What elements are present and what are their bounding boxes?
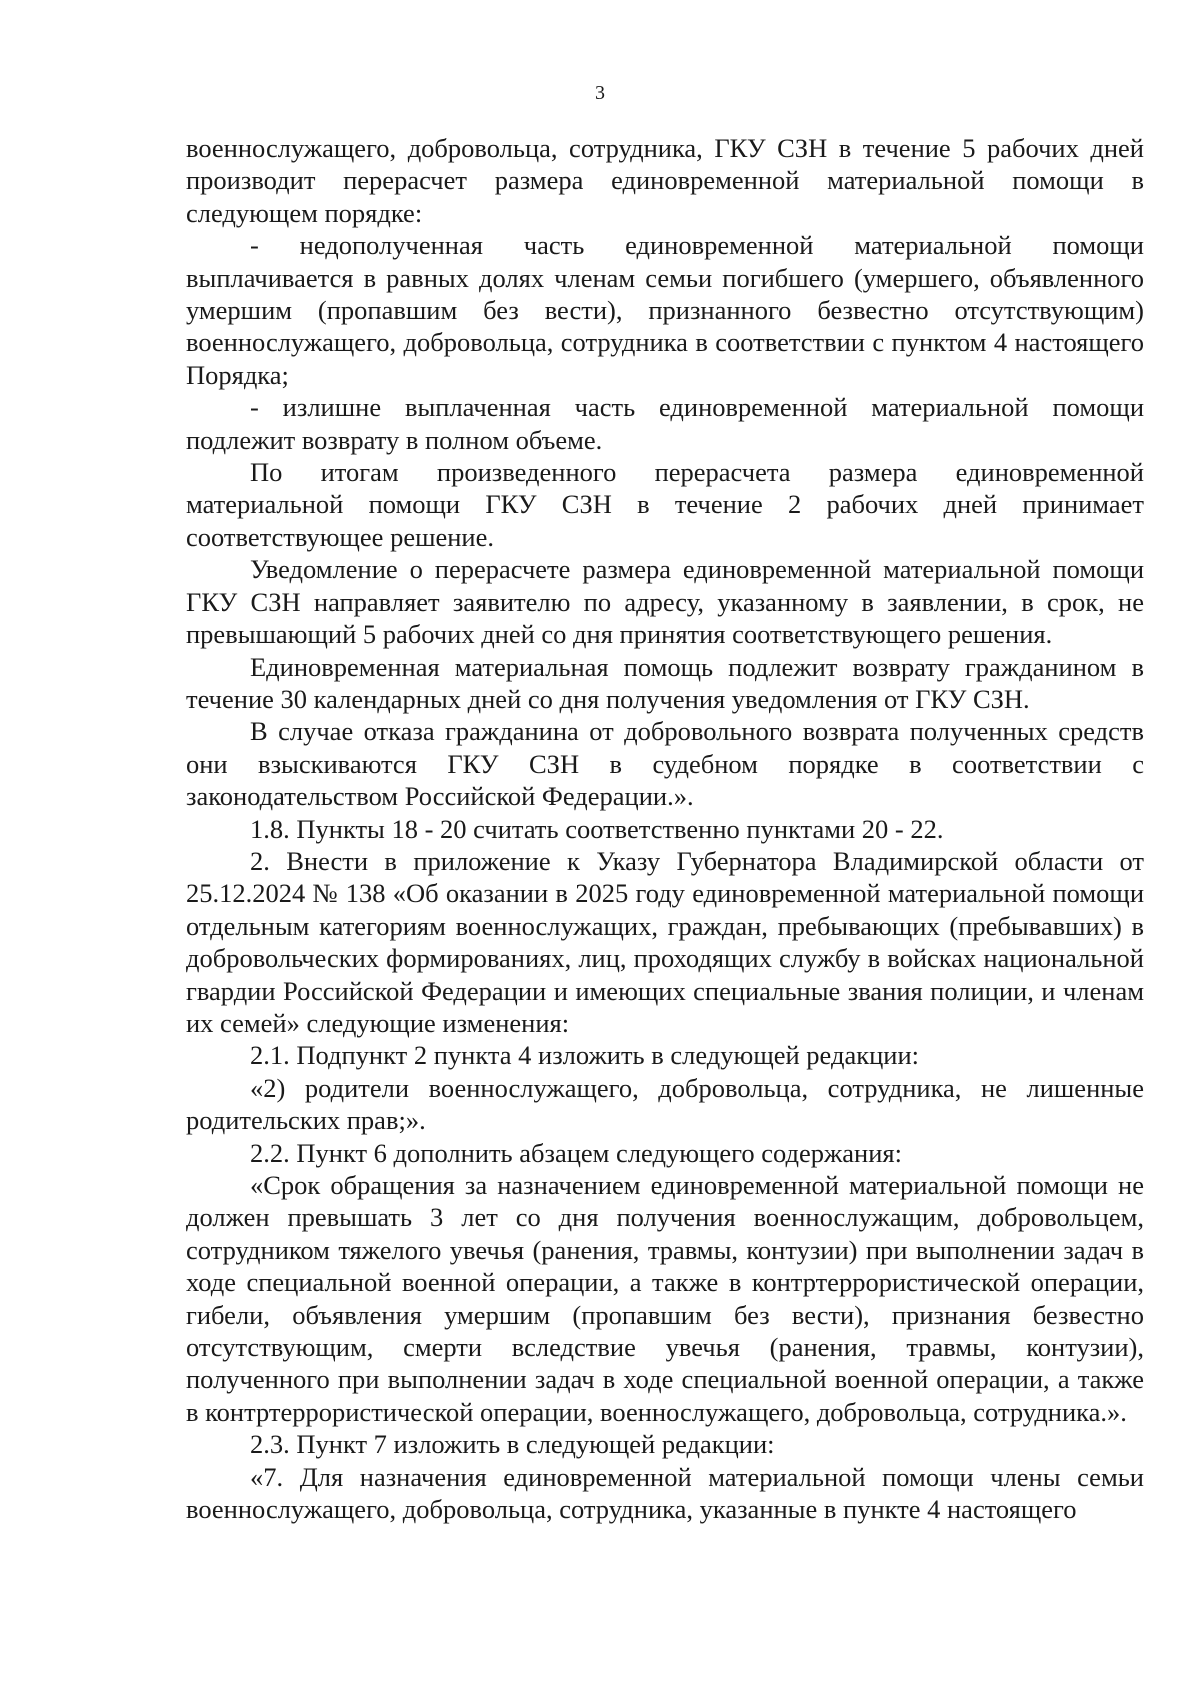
paragraph-item-2-2: 2.2. Пункт 6 дополнить абзацем следующего содержания: [250, 1137, 902, 1168]
paragraph-continuation: военнослужащего, добровольца, сотрудника, ГКУ СЗН в течение 5 рабочих дней производит перерасчет размера единовременной материальной помощи в следующем порядке: [186, 133, 1144, 228]
paragraph-overpaid-part: - излишне выплаченная часть единовременной материальной помощи подлежит возврату в полном объеме. [186, 392, 1144, 455]
paragraph-term-quote: «Срок обращения за назначением единовременной материальной помощи не должен превышать 3 лет со дня получения военнослужащим, добровольцем, сотрудником тяжелого увечья (ранения, травмы, контузии) при выполнении задач в ходе специальной военной операции, а также в контртеррористической операции, гибели, объявления умершим (пропавшим без вести), признания безвестно отсутствующим, смерти вследствие увечья (ранения, травмы, контузии), полученного при выполнении задач в ходе специальной военной операции, а также в контртеррористической операции, военнослужащего, добровольца, сотрудника.». [186, 1170, 1144, 1427]
page-number: 3 [595, 82, 605, 104]
paragraph-item-2-3: 2.3. Пункт 7 изложить в следующей редакции: [250, 1429, 775, 1460]
paragraph-refusal: В случае отказа гражданина от добровольного возврата полученных средств они взыскиваются ГКУ СЗН в судебном порядке в соответствии с законодательством Российской Федерации.». [186, 716, 1144, 812]
paragraph-item-7-quote: «7. Для назначения единовременной материальной помощи члены семьи военнослужащего, добровольца, сотрудника, указанные в пункте 4 настоящего [186, 1461, 1144, 1525]
paragraph-parents-quote: «2) родители военнослужащего, добровольца, сотрудника, не лишенные родительских прав;». [186, 1072, 1144, 1136]
paragraph-notification: Уведомление о перерасчете размера единовременной материальной помощи ГКУ СЗН направляет заявителю по адресу, указанному в заявлении, в срок, не превышающий 5 рабочих дней со дня принятия соответствующего решения. [186, 554, 1144, 650]
paragraph-recalculation-results: По итогам произведенного перерасчета размера единовременной материальной помощи ГКУ СЗН в течение 2 рабочих дней принимает соответствующее решение. [186, 457, 1144, 552]
paragraph-item-1-8: 1.8. Пункты 18 - 20 считать соответственно пунктами 20 - 22. [250, 813, 944, 844]
document-body [186, 132, 1144, 1525]
paragraph-return-term: Единовременная материальная помощь подлежит возврату гражданином в течение 30 календарных дней со дня получения уведомления от ГКУ СЗН. [186, 651, 1144, 714]
paragraph-item-2-1: 2.1. Подпункт 2 пункта 4 изложить в следующей редакции: [250, 1040, 919, 1071]
paragraph-item-2: 2. Внести в приложение к Указу Губернатора Владимирской области от 25.12.2024 № 138 «Об оказании в 2025 году единовременной материальной помощи отдельным категориям военнослужащих, граждан, пребывающих (пребывавших) в добровольческих формированиях, лиц, проходящих службу в войсках национальной гвардии Российской Федерации и имеющих специальные звания полиции, и членам их семей» следующие изменения: [186, 845, 1144, 1038]
paragraph-underpaid-part: - недополученная часть единовременной материальной помощи выплачивается в равных долях членам семьи погибшего (умершего, объявленного умершим (пропавшим без вести), признанного безвестно отсутствующим) военнослужащего, добровольца, сотрудника в соответствии с пунктом 4 настоящего Порядка; [186, 230, 1144, 390]
